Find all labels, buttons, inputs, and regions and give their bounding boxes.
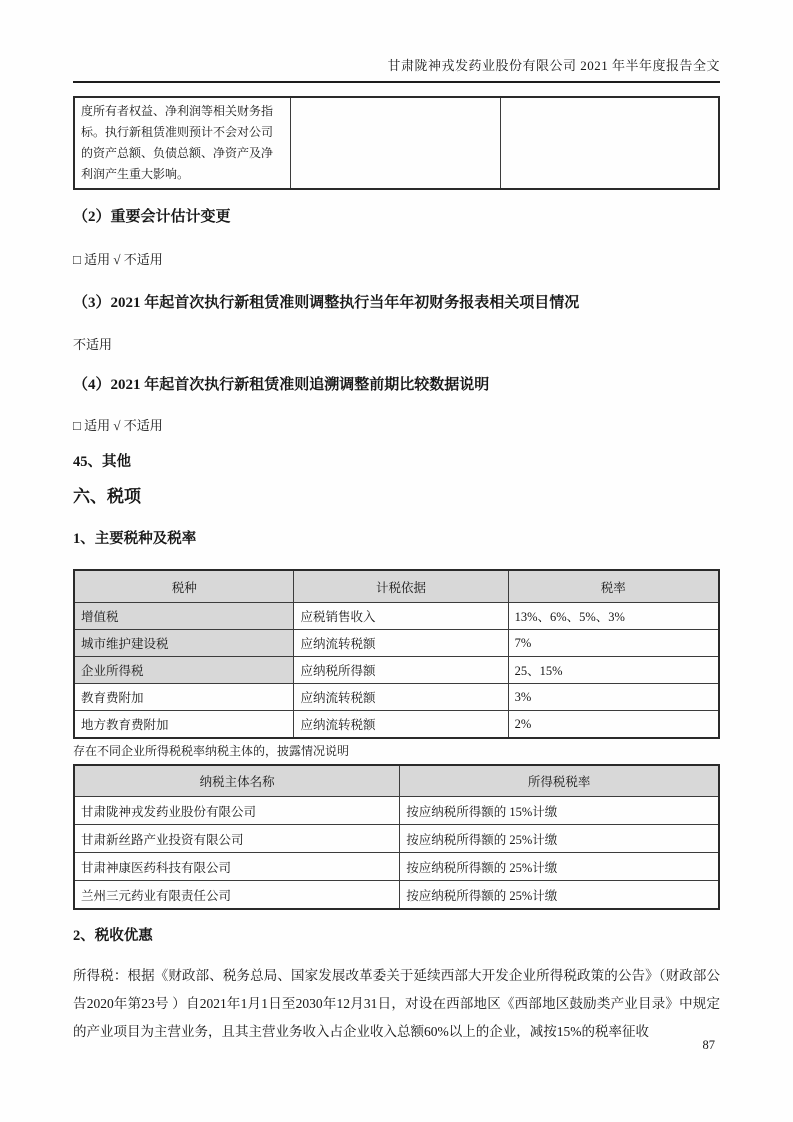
section-heading-estimate-change: （2）重要会计估计变更 — [73, 209, 231, 225]
column-header-tax-type: 税种 — [74, 570, 294, 603]
tax-rate-cell: 3% — [508, 684, 719, 711]
table-row — [74, 630, 719, 657]
carryover-table — [73, 96, 720, 190]
empty-cell — [290, 97, 500, 189]
entity-name-cell: 甘肃陇神戎发药业股份有限公司 — [74, 797, 400, 825]
tax-basis-cell: 应税销售收入 — [294, 603, 508, 630]
tax-disclosure-note: 存在不同企业所得税税率纳税主体的，披露情况说明 — [73, 744, 350, 758]
entity-name-cell: 兰州三元药业有限责任公司 — [74, 881, 400, 910]
tax-type-cell: 增值税 — [74, 603, 294, 630]
page-number: 87 — [702, 1038, 715, 1052]
tax-basis-cell: 应纳税所得额 — [294, 657, 508, 684]
entity-name-cell: 甘肃新丝路产业投资有限公司 — [74, 825, 400, 853]
table-row — [74, 853, 719, 881]
table-row — [74, 603, 719, 630]
column-header-tax-rate: 税率 — [508, 570, 719, 603]
table-header-row — [74, 765, 719, 797]
section-heading-tax-types: 1、主要税种及税率 — [73, 531, 197, 547]
tax-type-cell: 城市维护建设税 — [74, 630, 294, 657]
column-header-entity-name: 纳税主体名称 — [74, 765, 400, 797]
tax-rate-cell: 2% — [508, 711, 719, 739]
taxpayer-entity-table — [73, 764, 720, 910]
entity-rate-cell: 按应纳税所得额的 15%计缴 — [400, 797, 719, 825]
entity-rate-cell: 按应纳税所得额的 25%计缴 — [400, 853, 719, 881]
table-row — [74, 657, 719, 684]
tax-type-cell: 地方教育费附加 — [74, 711, 294, 739]
section-heading-tax: 六、税项 — [73, 487, 141, 506]
section-heading-tax-incentive: 2、税收优惠 — [73, 928, 153, 944]
table-row — [74, 825, 719, 853]
section-heading-first-execution-adjustment: （3）2021 年起首次执行新租赁准则调整执行当年年初财务报表相关项目情况 — [73, 295, 580, 311]
applicability-line: □ 适用 √ 不适用 — [73, 418, 163, 433]
table-header-row — [74, 570, 719, 603]
tax-rate-cell: 13%、6%、5%、3% — [508, 603, 719, 630]
empty-cell — [500, 97, 719, 189]
tax-incentive-paragraph: 所得税：根据《财政部、税务总局、国家发展改革委关于延续西部大开发企业所得税政策的公告》（财政部公告2020年第23号 ）自2021年1月1日至2030年12月31日，对设在西部地区《西部地区鼓励类产业目录》中规定的产业项目为主营业务，且其主营业务收入占企业收入总额60%以上的企业，减按15%的税率征收 — [73, 968, 720, 1039]
applicability-line: □ 适用 √ 不适用 — [73, 252, 163, 267]
section-heading-others: 45、其他 — [73, 454, 131, 470]
tax-rate-cell: 7% — [508, 630, 719, 657]
carryover-note-cell: 度所有者权益、净利润等相关财务指标。执行新租赁准则预计不会对公司的资产总额、负债总额、净资产及净利润产生重大影响。 — [74, 97, 290, 189]
tax-type-cell: 教育费附加 — [74, 684, 294, 711]
entity-rate-cell: 按应纳税所得额的 25%计缴 — [400, 825, 719, 853]
table-row — [74, 711, 719, 739]
tax-rate-cell: 25、15% — [508, 657, 719, 684]
table-row — [74, 797, 719, 825]
table-row — [74, 881, 719, 910]
column-header-tax-basis: 计税依据 — [294, 570, 508, 603]
tax-basis-cell: 应纳流转税额 — [294, 630, 508, 657]
document-header-title: 甘肃陇神戎发药业股份有限公司 2021 年半年度报告全文 — [73, 57, 720, 83]
table-row — [74, 684, 719, 711]
tax-type-cell: 企业所得税 — [74, 657, 294, 684]
table-row — [74, 97, 719, 189]
entity-name-cell: 甘肃神康医药科技有限公司 — [74, 853, 400, 881]
not-applicable-status: 不适用 — [73, 337, 113, 352]
tax-rate-table — [73, 569, 720, 739]
tax-basis-cell: 应纳流转税额 — [294, 711, 508, 739]
entity-rate-cell: 按应纳税所得额的 25%计缴 — [400, 881, 719, 910]
column-header-income-tax-rate: 所得税税率 — [400, 765, 719, 797]
tax-basis-cell: 应纳流转税额 — [294, 684, 508, 711]
section-heading-retrospective-adjustment: （4）2021 年起首次执行新租赁准则追溯调整前期比较数据说明 — [73, 377, 490, 393]
